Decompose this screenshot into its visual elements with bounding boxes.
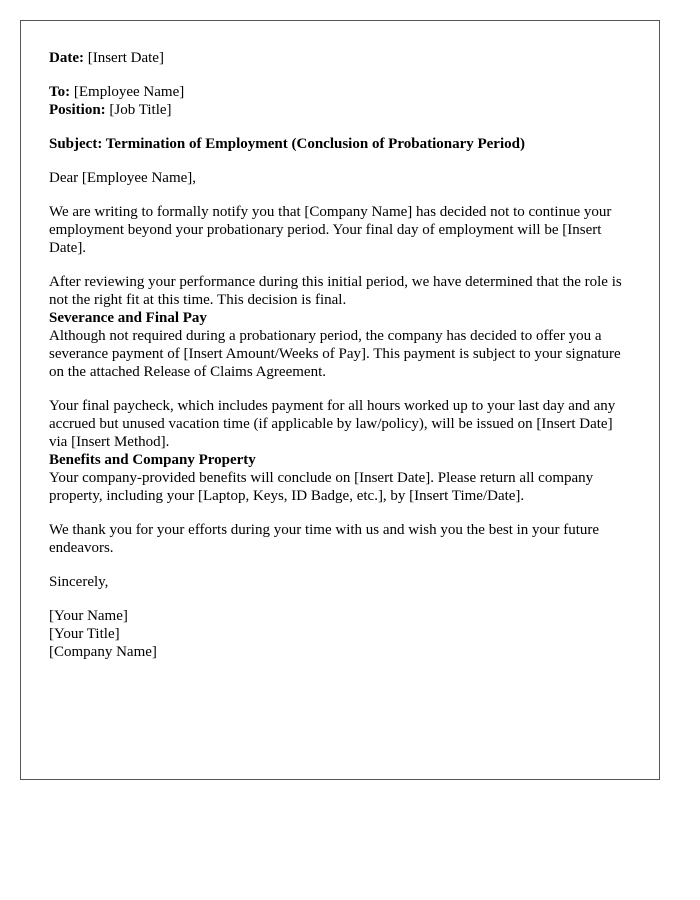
- to-value: [Employee Name]: [70, 84, 185, 100]
- severance-heading: Severance and Final Pay: [49, 310, 207, 326]
- signature-name: [Your Name]: [49, 608, 128, 624]
- subject-line: Subject: Termination of Employment (Conclusion of Probationary Period): [49, 136, 525, 152]
- date-value: [Insert Date]: [83, 50, 164, 66]
- letter-page: [20, 20, 660, 780]
- position-value: [Job Title]: [105, 102, 172, 118]
- thanks-paragraph: We thank you for your efforts during your time with us and wish you the best in your future endeavors.: [49, 522, 600, 556]
- closing: Sincerely,: [49, 574, 109, 590]
- salutation: Dear [Employee Name],: [49, 170, 197, 186]
- date-label: Date:: [49, 50, 84, 66]
- date-line: [49, 49, 631, 67]
- paycheck-paragraph: Your final paycheck, which includes payment for all hours worked up to your last day and any accrued but unused vacation time (if applicable by law/policy), will be issued on [Insert Date] via [Insert Method].: [49, 398, 616, 450]
- to-line: [49, 83, 631, 101]
- benefits-paragraph: Your company-provided benefits will conclude on [Insert Date]. Please return all company property, including your [Laptop, Keys, ID Badge, etc.], by [Insert Time/Date].: [49, 470, 594, 504]
- signature-company: [Company Name]: [49, 644, 157, 660]
- review-paragraph: After reviewing your performance during this initial period, we have determined that the role is not the right fit at this time. This decision is final.: [49, 274, 622, 308]
- severance-paragraph: Although not required during a probationary period, the company has decided to offer you a severance payment of [Insert Amount/Weeks of Pay]. This payment is subject to your signature on the attached Release of Claims Agreement.: [49, 328, 621, 380]
- to-label: To:: [49, 84, 71, 100]
- signature-title: [Your Title]: [49, 626, 120, 642]
- intro-paragraph: We are writing to formally notify you that [Company Name] has decided not to continue your employment beyond your probationary period. Your final day of employment will be [Insert Date].: [49, 204, 612, 256]
- benefits-heading: Benefits and Company Property: [49, 452, 256, 468]
- position-label: Position:: [49, 102, 106, 118]
- position-line: [49, 101, 631, 119]
